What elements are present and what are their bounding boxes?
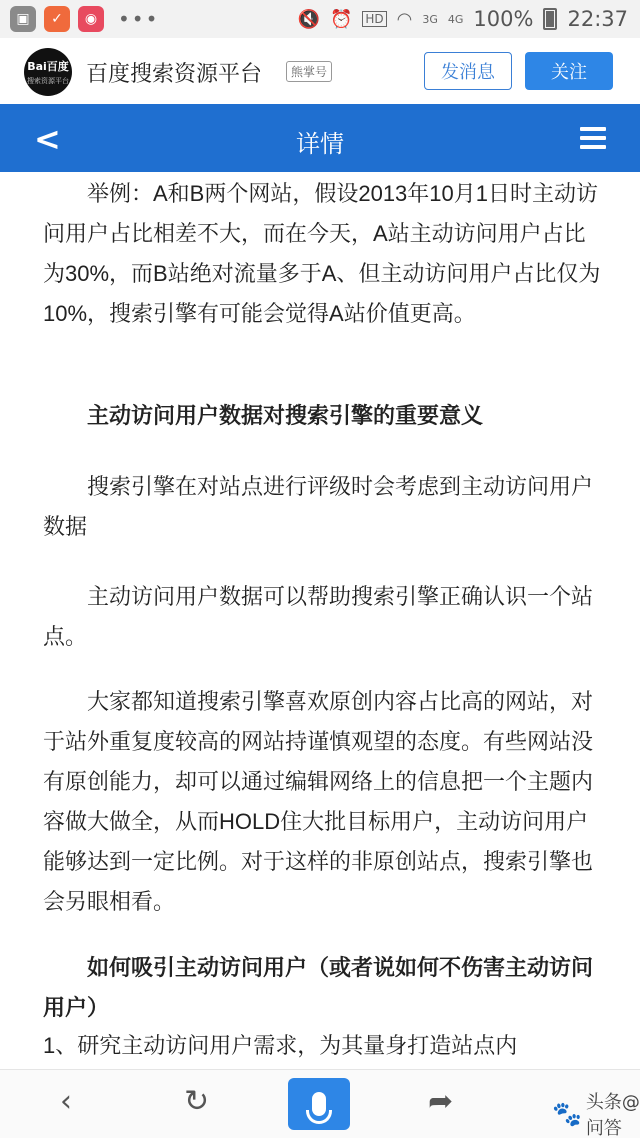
section-heading: 如何吸引主动访问用户（或者说如何不伤害主动访问用户） [43,955,594,1020]
menu-icon[interactable] [580,127,606,154]
bottom-toolbar [0,1069,640,1138]
app-notification-icon: ✓ [44,6,70,32]
paragraph: 搜索引擎在对站点进行评级时会考虑到主动访问用户数据 [43,474,594,539]
section-heading: 主动访问用户数据对搜索引擎的重要意义 [87,403,484,428]
paragraph: 大家都知道搜索引擎喜欢原创内容占比高的网站，对于站外重复度较高的网站持谨慎观望的态度。有些网站没有原创能力，却可以通过编辑网络上的信息把一个主题内容做大做全，从而HOLD住大批目标用户，主动访问用户能够达到一定比例。对于这样的非原创站点，搜索引擎也会另眼相看。 [43,689,594,914]
microphone-icon [312,1092,326,1116]
watermark-text: 头条@问答 [585,1092,640,1139]
wifi-icon: ◠ [396,8,413,30]
microphone-button[interactable] [288,1078,350,1130]
signal-3g-icon: 3G [422,12,438,26]
watermark [552,1088,640,1140]
follow-button[interactable]: 关注 [525,52,613,90]
signal-4g-icon: 4G [447,12,464,26]
account-header [0,38,640,105]
battery-percent: 100% [473,7,534,31]
account-badge: 熊掌号 [286,61,332,82]
paragraph: 举例：A和B两个网站，假设2013年10月1日时主动访问用户占比相差不大，而在今天，A站主动访问用户占比为30%，而B站绝对流量多于A、但主动访问用户占比仅为10%，搜索引擎有可能会觉得A站价值更高。 [43,181,601,326]
back-arrow-icon[interactable]: < [34,120,61,158]
mute-icon: 🔇 [297,8,320,30]
article-content [0,172,640,1069]
send-message-button[interactable]: 发消息 [424,52,512,90]
refresh-icon[interactable]: ↻ [184,1084,210,1119]
more-notifications-icon: ••• [118,7,160,31]
paragraph: 1、研究主动访问用户需求，为其量身打造站点内 [43,1033,518,1058]
account-name[interactable]: 百度搜索资源平台 [86,61,263,86]
baidu-paw-icon[interactable]: 🐾 [552,1100,582,1128]
status-bar [0,0,640,38]
alarm-icon: ⏰ [329,8,353,30]
logo-text-bottom: 搜索资源平台 [27,77,69,85]
hd-icon: HD [362,11,386,27]
page-title: 详情 [296,130,344,158]
navbar [0,104,640,172]
share-icon[interactable]: ➦ [428,1084,454,1119]
account-logo[interactable] [24,48,72,96]
gallery-icon: ▣ [10,6,36,32]
clock: 22:37 [567,7,628,31]
paragraph: 主动访问用户数据可以帮助搜索引擎正确认识一个站点。 [43,584,594,649]
logo-text-top: Bai百度 [27,60,69,73]
music-icon: ◉ [78,6,104,32]
back-icon[interactable]: ‹ [60,1084,72,1119]
battery-icon [543,8,557,30]
